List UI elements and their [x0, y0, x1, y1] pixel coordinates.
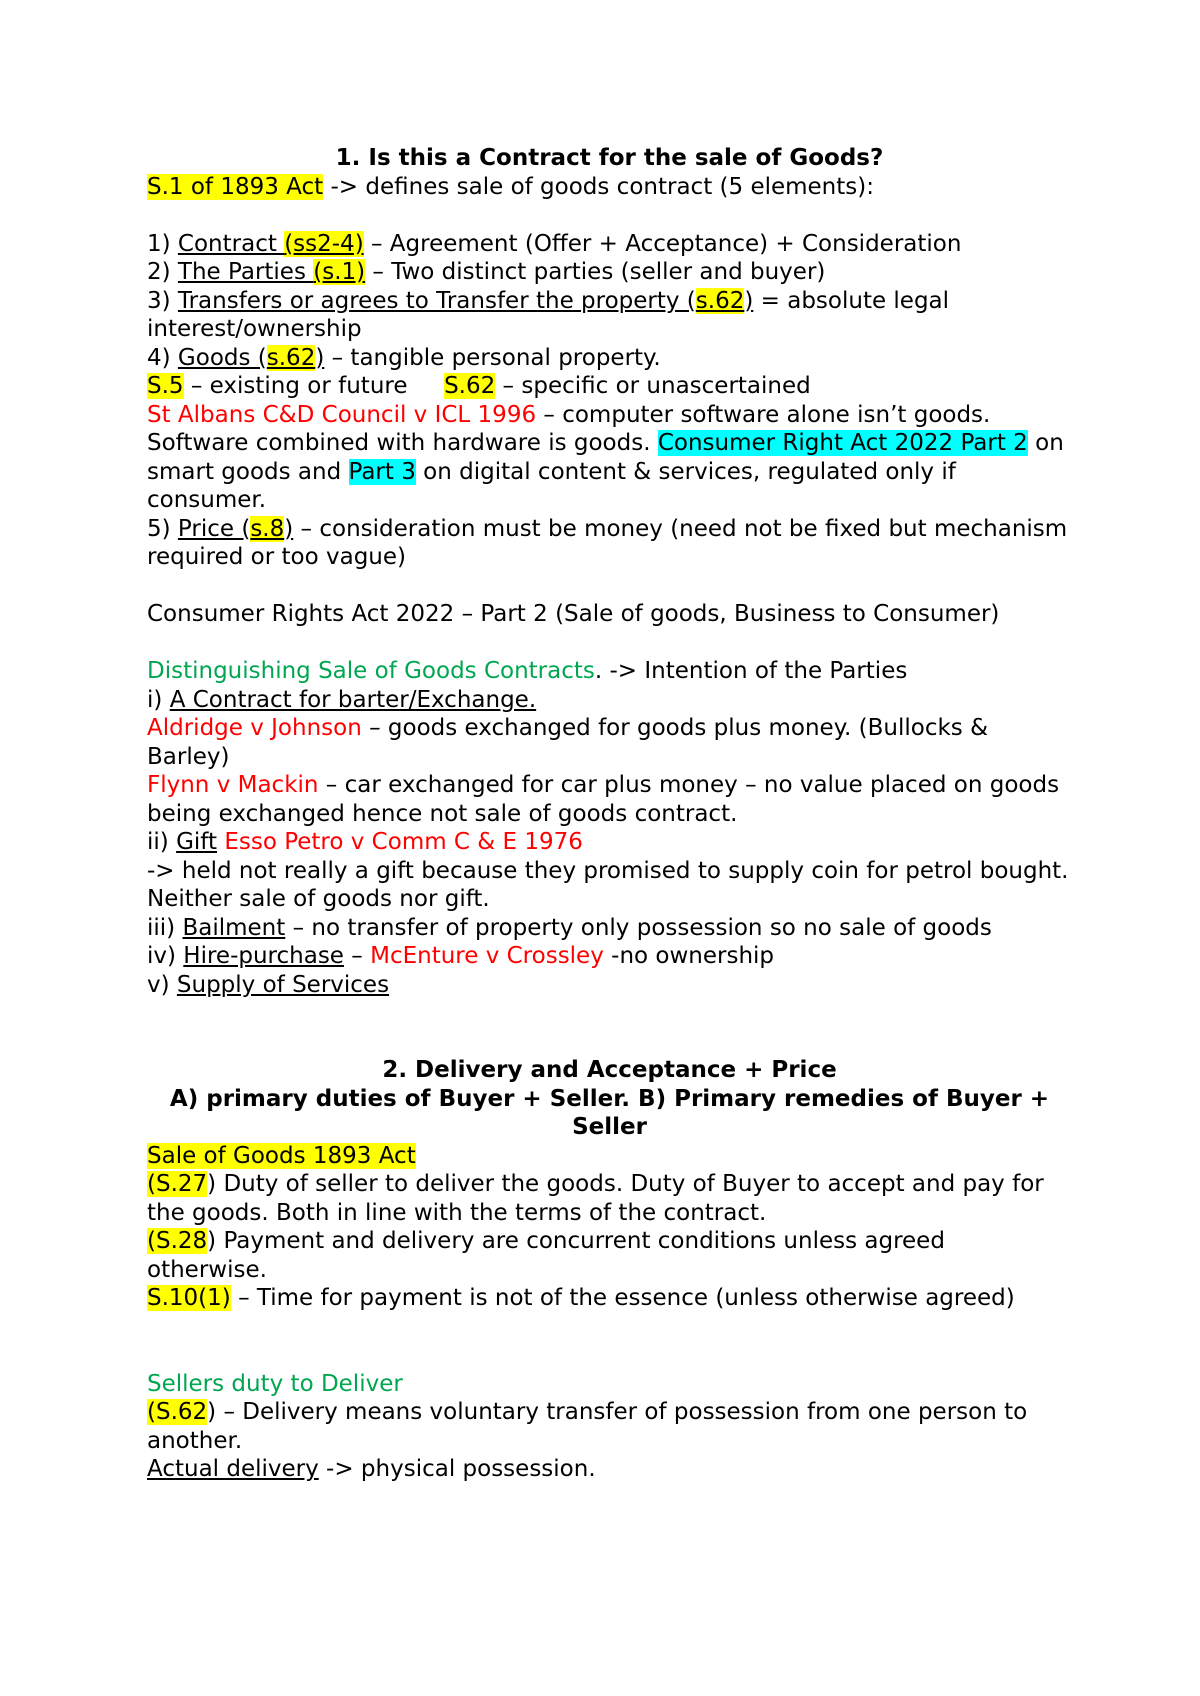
bailment-item: iii) Bailment – no transfer of property only possession so no sale of goods — [147, 914, 992, 941]
goods-types: S.5 – existing or future S.62 – specific or unascertained — [147, 373, 811, 399]
s28-conditions: (S.28) Payment and delivery are concurrent conditions unless agreed otherwise. — [147, 1228, 945, 1283]
section-2-heading: 2. Delivery and Acceptance + Price — [382, 1057, 837, 1083]
hire-purchase-item: iv) Hire-purchase – McEnture v Crossley -no ownership — [147, 943, 775, 969]
barter-item: i) A Contract for barter/Exchange. — [147, 686, 537, 713]
distinguishing-heading: Distinguishing Sale of Goods Contracts. -> Intention of the Parties — [147, 658, 908, 684]
s1-definition: S.1 of 1893 Act -> defines sale of goods contract (5 elements): — [147, 173, 874, 200]
section-1-heading: 1. Is this a Contract for the sale of Goods? — [335, 145, 884, 171]
consumer-rights-act-line: Consumer Rights Act 2022 – Part 2 (Sale of goods, Business to Consumer) — [147, 601, 1000, 627]
element-transfer: 3) Transfers or agrees to Transfer the property (s.62) = absolute legal interest/ownership — [147, 287, 950, 342]
flynn-case: Flynn v Mackin – car exchanged for car plus money – no value placed on goods being exchanged hence not sale of goods contract. — [147, 772, 1060, 827]
gift-item: ii) Gift Esso Petro v Comm C & E 1976 — [147, 829, 583, 855]
s27-duty: (S.27) Duty of seller to deliver the goods. Duty of Buyer to accept and pay for the goods. Both in line with the terms of the contract. — [147, 1171, 1044, 1226]
section-2-subheading: A) primary duties of Buyer + Seller. B) Primary remedies of Buyer + Seller — [169, 1085, 1050, 1140]
gift-explanation: -> held not really a gift because they promised to supply coin for petrol bought. Neither sale of goods nor gift. — [147, 857, 1069, 912]
element-contract: 1) Contract (ss2-4) – Agreement (Offer + Acceptance) + Consideration — [147, 230, 962, 257]
element-parties: 2) The Parties (s.1) – Two distinct parties (seller and buyer) — [147, 259, 826, 285]
s62-delivery: (S.62) – Delivery means voluntary transfer of possession from one person to another. — [147, 1399, 1028, 1454]
element-price: 5) Price (s.8) – consideration must be money (need not be fixed but mechanism required or too vague) — [147, 515, 1068, 570]
aldridge-case: Aldridge v Johnson – goods exchanged for goods plus money. (Bullocks & Barley) — [147, 715, 989, 770]
st-albans-case: St Albans C&D Council v ICL 1996 – computer software alone isn’t goods. Software combined with hardware is goods. Consumer Right Act 2022 Part 2 on smart goods and Part 3 on digital content & services, regulated only if consumer. — [147, 401, 1064, 513]
s10-time: S.10(1) – Time for payment is not of the essence (unless otherwise agreed) — [147, 1285, 1015, 1311]
spacer — [147, 201, 1072, 230]
element-goods: 4) Goods (s.62) – tangible personal property. — [147, 344, 661, 371]
spacer — [147, 1313, 1072, 1370]
sellers-duty-heading: Sellers duty to Deliver — [147, 1370, 403, 1397]
spacer — [147, 999, 1072, 1056]
spacer — [147, 572, 1072, 601]
actual-delivery: Actual delivery -> physical possession. — [147, 1456, 596, 1482]
sale-of-goods-act: Sale of Goods 1893 Act — [147, 1142, 416, 1169]
services-item: v) Supply of Services — [147, 971, 390, 998]
spacer — [147, 629, 1072, 658]
